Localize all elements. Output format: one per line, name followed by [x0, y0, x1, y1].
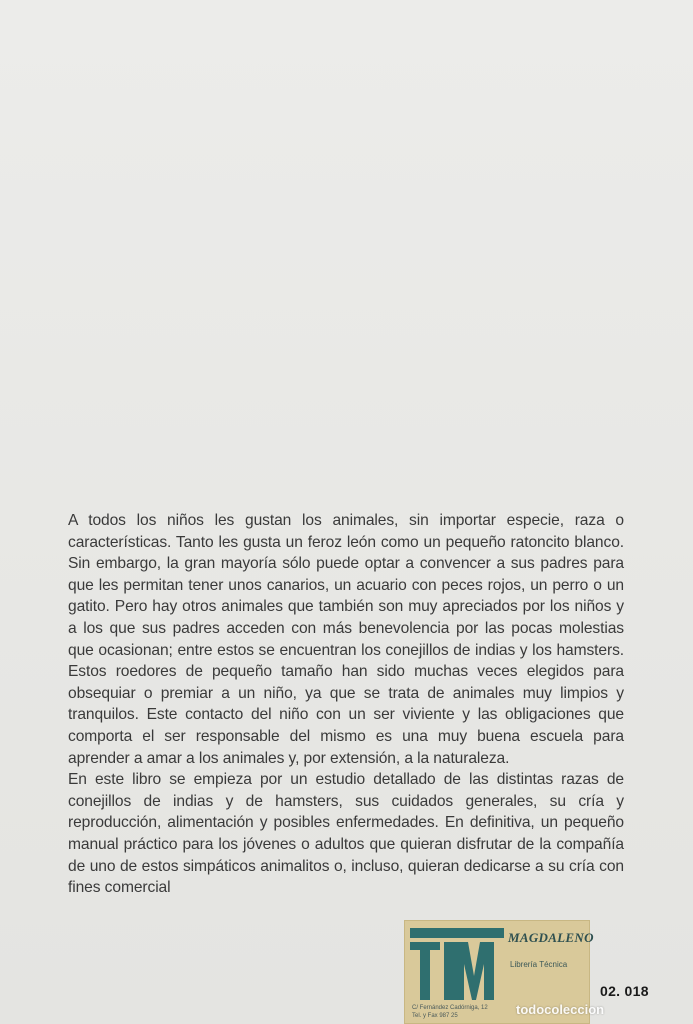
bookstore-address — [412, 1004, 532, 1020]
watermark-text: todocoleccion — [516, 1002, 605, 1017]
bookstore-logo-icon — [410, 928, 504, 1004]
synopsis-text — [68, 510, 624, 899]
reference-code: 02. 018 — [600, 983, 649, 999]
bookstore-address-line1: C/ Fernández Cadórniga, 12 — [412, 1005, 488, 1011]
bookstore-name: MAGDALENO — [508, 930, 594, 945]
bookstore-subtitle: Librería Técnica — [510, 960, 568, 969]
synopsis-paragraph-1: A todos los niños les gustan los animales, sin importar especie, raza o características. Tanto les gusta un feroz león como un pequeño ratoncito blanco. Sin embargo, la gran mayoría sólo puede optar a convencer a sus padres para que les permitan tener unos canarios, un acuario con peces rojos, un perro o un gatito. Pero hay otros animales que también son muy apreciados por los niños y a los que sus padres acceden con más benevolencia por las pocas molestias que ocasionan; entre estos se encuentran los conejillos de indias y los hamsters. Estos roedores de pequeño tamaño han sido muchas veces elegidos para obsequiar o premiar a un niño, ya que se trata de animales muy limpios y tranquilos. Este contacto del niño con un ser viviente y las obligaciones que comporta el ser responsable del mismo es una muy buena escuela para aprender a amar a los animales y, por extensión, a la naturaleza. — [68, 512, 624, 767]
bookstore-address-line2: Tel. y Fax 987 25 — [412, 1013, 458, 1019]
synopsis-paragraph-2: En este libro se empieza por un estudio detallado de las distintas razas de conejillos de indias y de hamsters, sus cuidados generales, su cría y reproducción, alimentación y posibles enfermedades. En definitiva, un pequeño manual práctico para los jóvenes o adultos que quieran disfrutar de la compañía de uno de estos simpáticos animalitos o, incluso, quieran dedicarse a su cría con fines comercial — [68, 771, 624, 897]
